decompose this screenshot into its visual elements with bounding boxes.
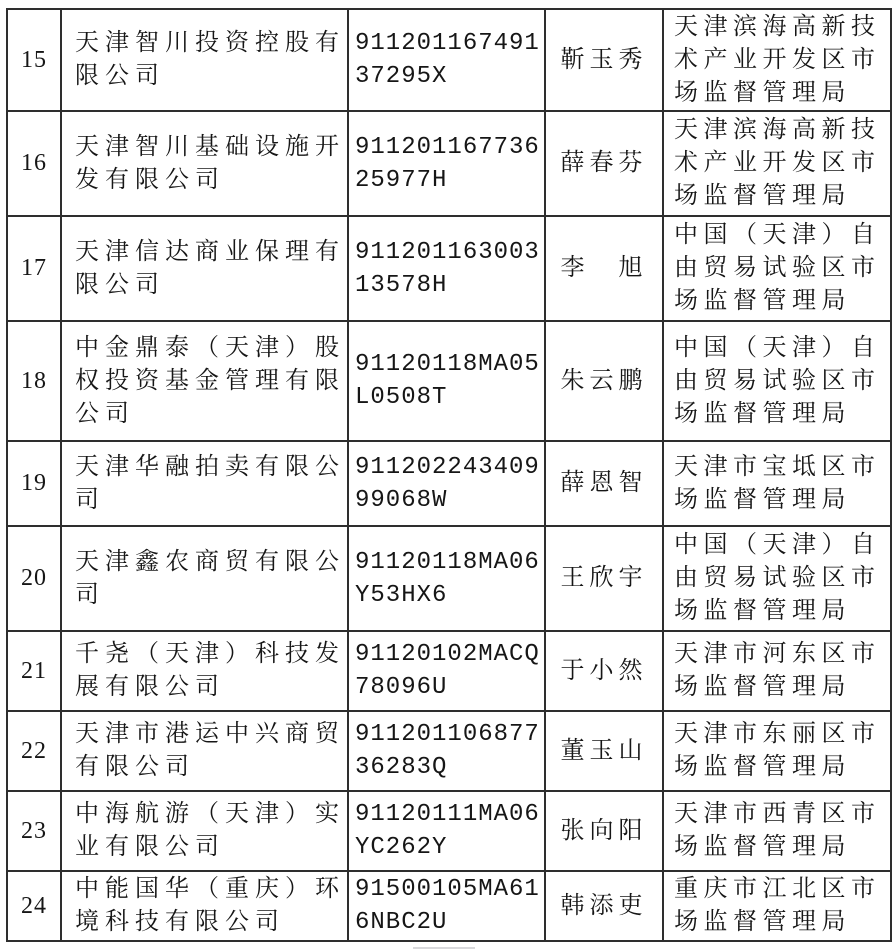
credit-code-cell: 91120224340999068W (348, 441, 545, 526)
legal-person-cell: 于小然 (545, 631, 663, 711)
credit-code-cell: 91120116749137295X (348, 9, 545, 111)
table-row (7, 216, 891, 321)
company-name-cell: 天津智川投资控股有限公司 (61, 9, 348, 111)
registry-office-cell: 天津市河东区市场监督管理局 (663, 631, 891, 711)
registry-office-cell: 天津市宝坻区市场监督管理局 (663, 441, 891, 526)
credit-code-cell: 91500105MA616NBC2U (348, 871, 545, 941)
table-row (7, 441, 891, 526)
company-name-cell: 中金鼎泰（天津）股权投资基金管理有限公司 (61, 321, 348, 441)
registry-office-cell: 天津市东丽区市场监督管理局 (663, 711, 891, 791)
credit-code-cell: 91120102MACQ78096U (348, 631, 545, 711)
credit-code-cell: 91120111MA06YC262Y (348, 791, 545, 871)
registry-office-cell: 天津滨海高新技术产业开发区市场监督管理局 (663, 111, 891, 216)
company-name-cell: 千尧（天津）科技发展有限公司 (61, 631, 348, 711)
company-name-cell: 中海航游（天津）实业有限公司 (61, 791, 348, 871)
company-name-cell: 天津华融拍卖有限公司 (61, 441, 348, 526)
company-name-cell: 天津智川基础设施开发有限公司 (61, 111, 348, 216)
registry-office-cell: 天津市西青区市场监督管理局 (663, 791, 891, 871)
legal-person-cell: 王欣宇 (545, 526, 663, 631)
seq-cell: 21 (7, 631, 61, 711)
registry-office-cell: 中国（天津）自由贸易试验区市场监督管理局 (663, 216, 891, 321)
table-row (7, 9, 891, 111)
table-row (7, 711, 891, 791)
legal-person-cell: 薛春芬 (545, 111, 663, 216)
credit-code-cell: 91120118MA05L0508T (348, 321, 545, 441)
seq-cell: 24 (7, 871, 61, 941)
table-row (7, 791, 891, 871)
seq-cell: 18 (7, 321, 61, 441)
table-row (7, 631, 891, 711)
seq-cell: 23 (7, 791, 61, 871)
table-row (7, 111, 891, 216)
registry-office-cell: 天津滨海高新技术产业开发区市场监督管理局 (663, 9, 891, 111)
registry-office-cell: 中国（天津）自由贸易试验区市场监督管理局 (663, 526, 891, 631)
companies-table-body (7, 9, 891, 941)
seq-cell: 16 (7, 111, 61, 216)
seq-cell: 15 (7, 9, 61, 111)
company-name-cell: 中能国华（重庆）环境科技有限公司 (61, 871, 348, 941)
seq-cell: 19 (7, 441, 61, 526)
legal-person-cell: 李 旭 (545, 216, 663, 321)
credit-code-cell: 91120116300313578H (348, 216, 545, 321)
seq-cell: 22 (7, 711, 61, 791)
company-name-cell: 天津信达商业保理有限公司 (61, 216, 348, 321)
seq-cell: 20 (7, 526, 61, 631)
legal-person-cell: 韩添吏 (545, 871, 663, 941)
credit-code-cell: 91120118MA06Y53HX6 (348, 526, 545, 631)
companies-registry-table (6, 8, 892, 942)
table-row (7, 321, 891, 441)
credit-code-cell: 91120116773625977H (348, 111, 545, 216)
table-row (7, 526, 891, 631)
credit-code-cell: 91120110687736283Q (348, 711, 545, 791)
cropped-footer-text-artifact (413, 947, 475, 949)
table-row (7, 871, 891, 941)
registry-office-cell: 重庆市江北区市场监督管理局 (663, 871, 891, 941)
legal-person-cell: 朱云鹏 (545, 321, 663, 441)
legal-person-cell: 靳玉秀 (545, 9, 663, 111)
company-name-cell: 天津鑫农商贸有限公司 (61, 526, 348, 631)
registry-office-cell: 中国（天津）自由贸易试验区市场监督管理局 (663, 321, 891, 441)
seq-cell: 17 (7, 216, 61, 321)
company-name-cell: 天津市港运中兴商贸有限公司 (61, 711, 348, 791)
legal-person-cell: 董玉山 (545, 711, 663, 791)
legal-person-cell: 张向阳 (545, 791, 663, 871)
legal-person-cell: 薛恩智 (545, 441, 663, 526)
